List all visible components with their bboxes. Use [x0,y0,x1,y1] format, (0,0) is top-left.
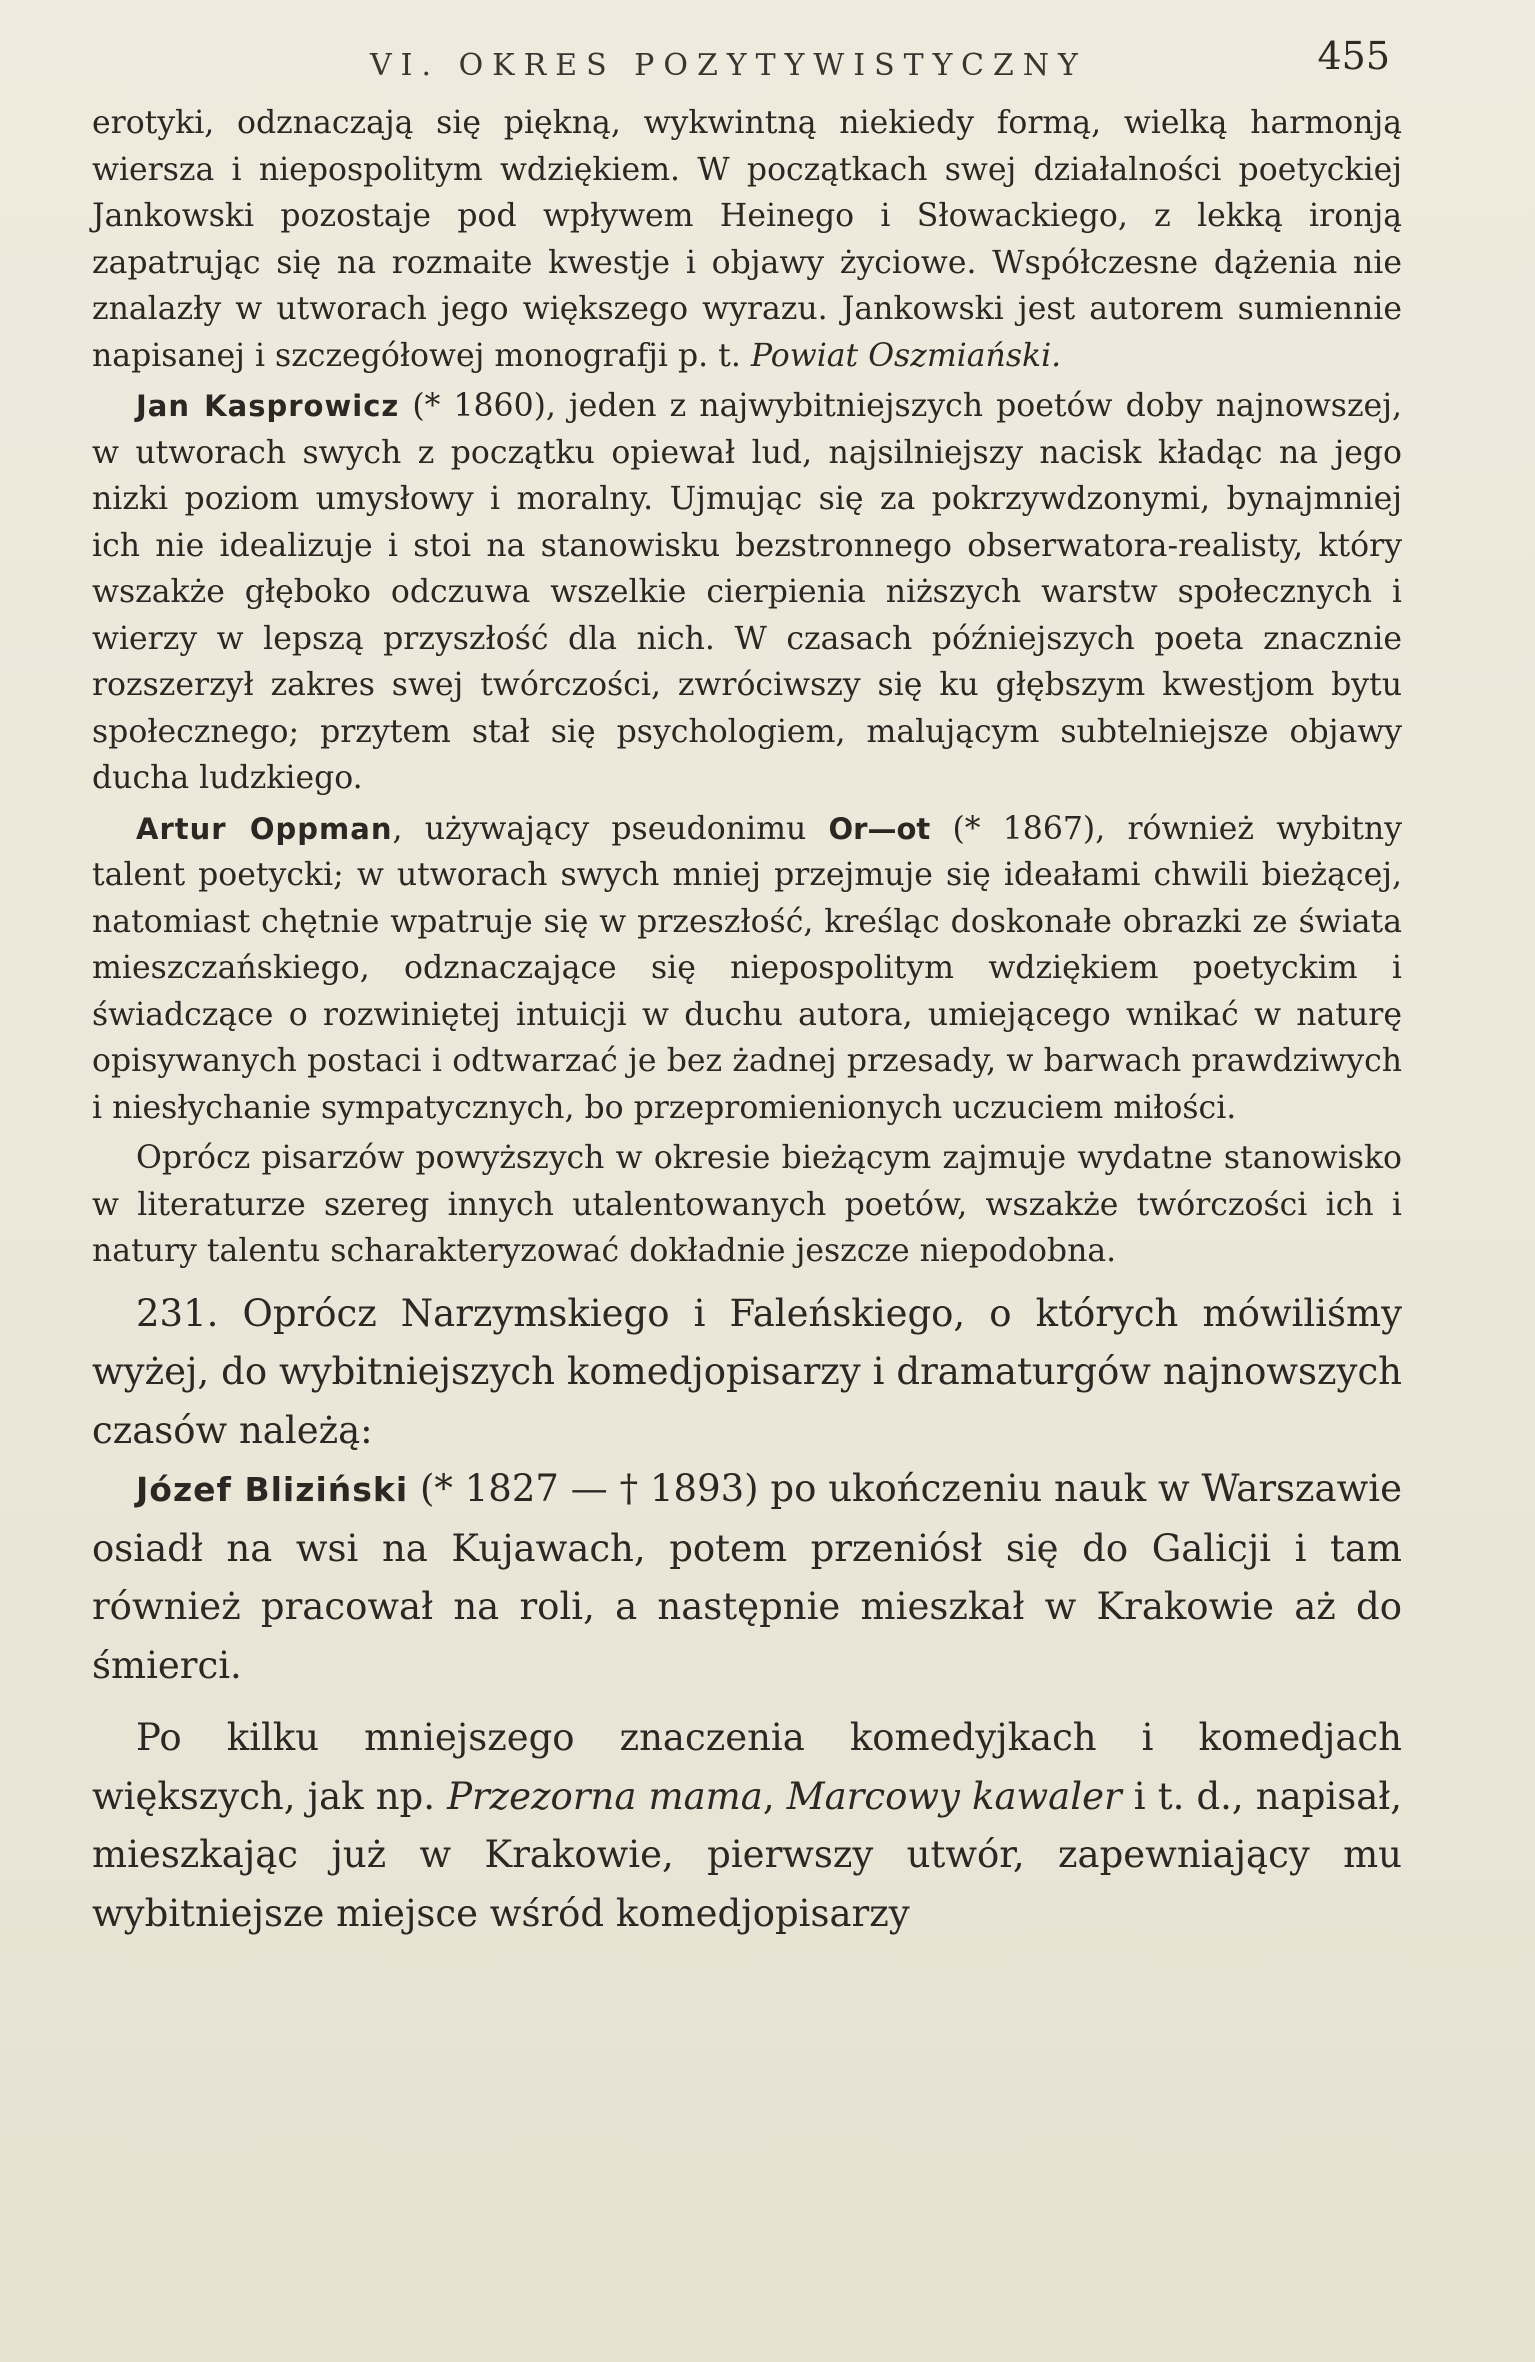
page-number: 455 [1317,34,1390,78]
paragraph-text: erotyki, odznaczają się piękną, wykwintną niekiedy formą, wielką harmonją wiersza i niepospolitym wdziękiem. W początkach swej działalności poetyckiej Jankowski pozostaje pod wpływem Heinego i Słowackiego, z lekką ironją zapatrując się na rozmaite kwestje i objawy życiowe. Współczesne dążenia nie znalazły w utworach jego większego wyrazu. Jankowski jest autorem sumiennie napisanej i szczegółowej monografji p. t. [92,105,1402,374]
work-title-przezorna-mama: Przezorna mama [447,1774,763,1818]
running-head [370,34,1390,90]
paragraph-jankowski-continuation [92,100,1402,379]
section-231 [92,1285,1402,1461]
paragraph-oppman [92,806,1402,1132]
paragraph-text: , używający pseudonimu [392,810,829,847]
work-title-powiat-oszmianski: Powiat Oszmiański. [750,337,1062,374]
paragraph-text: (* 1867), również wybitny talent poetycki; w utworach swych mniej przejmuje się ideałami chwili bieżącej, natomiast chętnie wpatruje się w przeszłość, kreśląc doskonałe obrazki ze świata mieszczańskiego, odznaczające się niepospolitym wdziękiem poetyckim i świadczące o rozwiniętej intuicji w duchu autora, umiejącego wnikać w naturę opisywanych postaci i odtwarzać je bez żadnej przesady, w barwach prawdziwych i niesłychanie sympatycznych, bo przepromienionych uczuciem miłości. [92,810,1402,1126]
paragraph-text: 231. Oprócz Narzymskiego i Faleńskiego, o których mówiliśmy wyżej, do wybitniejszych komedjopisarzy i dramaturgów najnowszych czasów należą: [92,1291,1402,1452]
paragraph-text: Oprócz pisarzów powyższych w okresie bieżącym zajmuje wydatne stanowisko w literaturze szereg innych utalentowanych poetów, wszakże twórczości ich i natury talentu scharakteryzować dokładnie jeszcze niepodobna. [92,1140,1402,1269]
paragraph-blizinski-works [92,1709,1402,1943]
paragraph-text: Po kilku mniejszego znaczenia komedyjkach i komedjach większych, jak np. [92,1716,1402,1818]
paragraph-text: (* 1827 — † 1893) po ukończeniu nauk w Warszawie osiadł na wsi na Kujawach, potem przeniósł się do Galicji i tam również pracował na roli, a następnie mieszkał w Krakowie aż do śmierci. [92,1467,1402,1687]
page-body [92,100,1402,1943]
work-title-marcowy-kawaler: Marcowy kawaler [786,1774,1122,1818]
author-name-kasprowicz: Jan Kasprowicz [136,389,400,423]
paragraph-text: i t. d., napisał, mieszkając już w Krakowie, pierwszy utwór, zapewniający mu wybitniejsze miejsce wśród komedjopisarzy [92,1774,1403,1935]
author-name-oppman: Artur Oppman [136,811,393,846]
paragraph-other-poets [92,1135,1402,1275]
running-title: VI. OKRES POZYTYWISTYCZNY [370,48,1087,83]
paragraph-blizinski [92,1460,1402,1695]
author-name-blizinski: Józef Bliziński [136,1470,409,1509]
paragraph-kasprowicz [92,383,1402,802]
pseudonym-orot: Or—ot [828,811,931,846]
paragraph-text: (* 1860), jeden z najwybitniejszych poetów doby najnowszej, w utworach swych z początku opiewał lud, najsilniejszy nacisk kładąc na jego nizki poziom umysłowy i moralny. Ujmując się za pokrzywdzonymi, bynajmniej ich nie idealizuje i stoi na stanowisku bezstronnego obserwatora-realisty, który wszakże głęboko odczuwa wszelkie cierpienia niższych warstw społecznych i wierzy w lepszą przyszłość dla nich. W czasach późniejszych poeta znacznie rozszerzył zakres swej twórczości, zwróciwszy się ku głębszym kwestjom bytu społecznego; przytem stał się psychologiem, malującym subtelniejsze objawy ducha ludzkiego. [92,388,1402,796]
separator: , [762,1774,787,1818]
